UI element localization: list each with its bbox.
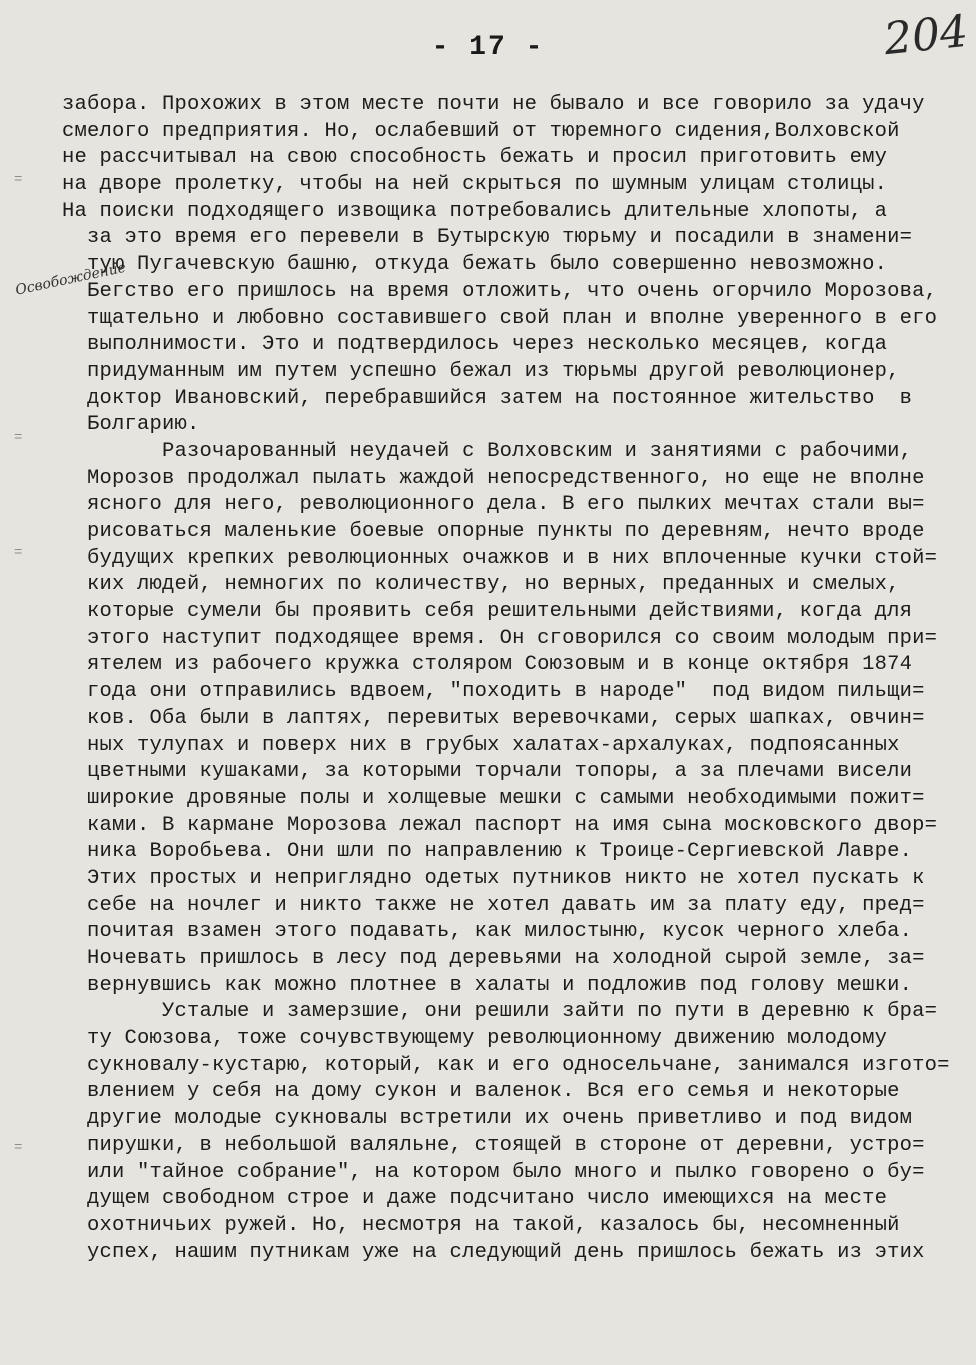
text-line: ных тулупах и поверх них в грубых халатах-архалуках, подпоясанных [62,733,900,757]
text-line: На поиски подходящего извощика потребовались длительные хлопоты, а [62,199,888,223]
text-line: рисоваться маленькие боевые опорные пункты по деревням, нечто вроде [62,520,925,543]
text-line: ника Воробьева. Они шли по направлению к Троице-Сергиевской Лавре. [62,840,913,864]
text-line: придуманным им путем успешно бежал из тюрьмы другой революционер, [62,359,900,383]
text-line: тщательно и любовно составившего свой план и вполне уверенного в его [62,306,938,330]
margin-dash-mark: = [14,545,23,561]
text-line: на дворе пролетку, чтобы на ней скрыться по шумным улицам столицы. [62,173,888,197]
text-line: Морозов продолжал пылать жаждой непосредственного, но еще не вполне [62,466,925,490]
text-line: Ночевать пришлось в лесу под деревьями на холодной сырой земле, за= [62,947,925,970]
text-line: дущем свободном строе и даже подсчитано число имеющихся на месте [62,1187,888,1211]
text-line: сукновалу-кустарю, который, как и его односельчане, занимался изгото= [62,1053,950,1077]
text-line: ких людей, немногих по количеству, но верных, преданных и смелых, [62,573,900,597]
text-line: успех, нашим путникам уже на следующий день пришлось бежать из этих [62,1240,925,1264]
page-number: - 17 - [431,32,545,63]
text-line: года они отправились вдвоем, "походить в народе" под видом пильщи= [62,680,925,704]
text-line: ков. Оба были в лаптях, перевитых веревочками, серых шапках, овчин= [62,706,925,730]
margin-dash-mark: = [14,1140,23,1156]
text-line: ту Союзова, тоже сочувствующему революционному движению молодому [62,1027,888,1051]
text-line: пирушки, в небольшой валяльне, стоящей в стороне от деревни, устро= [62,1133,925,1157]
text-line: себе на ночлег и никто также не хотел давать им за плату еду, пред= [62,893,925,917]
text-line: ятелем из рабочего кружка столяром Союзовым и в конце октября 1874 [62,653,913,677]
text-line: тую Пугачевскую башню, откуда бежать было совершенно невозможно. [62,253,888,277]
handwritten-margin-note: Освобождение [14,259,128,299]
text-line: за это время его перевели в Бутырскую тюрьму и посадили в знамени= [62,226,913,250]
text-line: доктор Ивановский, перебравшийся затем на постоянное жительство в [62,386,913,410]
text-line: широкие дровяные полы и холщевые мешки с самыми необходимыми пожит= [62,786,925,810]
text-line: Усталые и замерзшие, они решили зайти по пути в деревню к бра= [62,1000,938,1024]
text-line: Бегство его пришлось на время отложить, что очень огорчило Морозова, [62,279,938,303]
text-line: забора. Прохожих в этом месте почти не бывало и все говорило за удачу [62,93,925,116]
text-line: цветными кушаками, за которыми торчали топоры, а за плечами висели [62,760,913,784]
text-line: выполнимости. Это и подтвердилось через несколько месяцев, когда [62,333,888,357]
typewritten-text-body [62,92,974,1266]
text-line: будущих крепких революционных очажков и в них вплоченные кучки стой= [62,546,938,570]
text-line: не рассчитывал на свою способность бежать и просил приготовить ему [62,146,888,170]
text-line: ками. В кармане Морозова лежал паспорт на имя сына московского двор= [62,813,938,837]
text-line: Болгарию. [62,413,200,437]
text-line: другие молодые сукновалы встретили их очень приветливо и под видом [62,1107,913,1131]
handwritten-archive-number: 204 [881,5,971,66]
text-line: Разочарованный неудачей с Волховским и занятиями с рабочими, [62,439,913,463]
text-line: которые сумели бы проявить себя решительными действиями, когда для [62,600,913,624]
text-line: вернувшись как можно плотнее в халаты и подложив под голову мешки. [62,973,913,997]
margin-dash-mark: = [14,430,23,446]
text-line: этого наступит подходящее время. Он сговорился со своим молодым при= [62,626,938,650]
text-line: или "тайное собрание", на котором было много и пылко говорено о бу= [62,1160,925,1184]
text-line: охотничьих ружей. Но, несмотря на такой, казалось бы, несомненный [62,1213,900,1237]
margin-dash-mark: = [14,172,23,188]
text-line: почитая взамен этого подавать, как милостыню, кусок черного хлеба. [62,920,913,944]
text-line: ясного для него, революционного дела. В его пылких мечтах стали вы= [62,493,925,517]
text-line: смелого предприятия. Но, ослабевший от тюремного сидения,Волховской [62,119,900,143]
text-line: Этих простых и неприглядно одетых путников никто не хотел пускать к [62,866,925,890]
text-line: влением у себя на дому сукон и валенок. Вся его семья и некоторые [62,1080,900,1104]
